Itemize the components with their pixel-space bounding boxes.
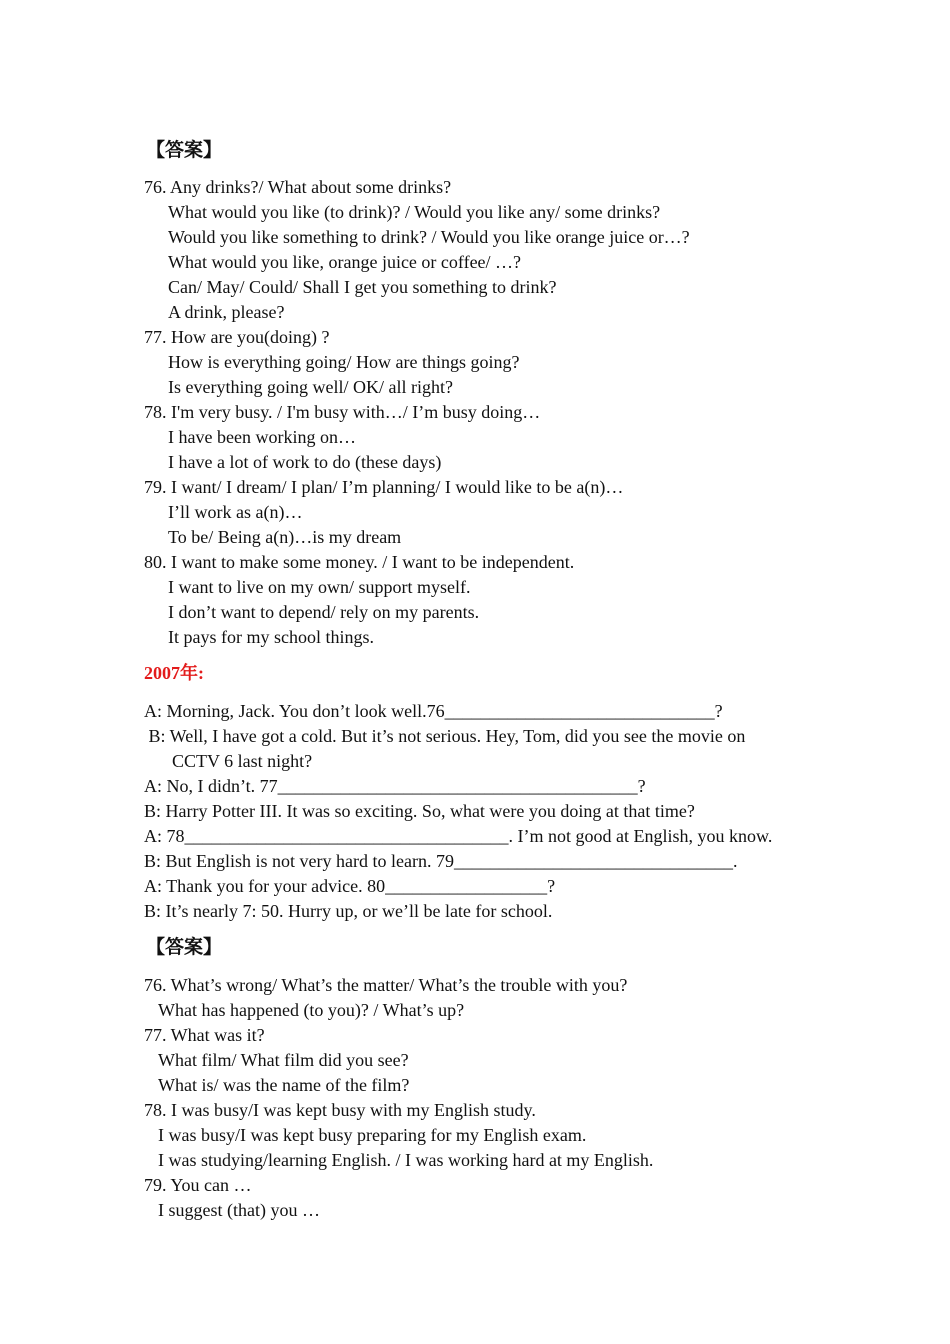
answer-line: What is/ was the name of the film? [158,1075,410,1095]
answer-line: 78. I'm very busy. / I'm busy with…/ I’m busy doing… [144,402,541,422]
answer-line: Would you like something to drink? / Would you like orange juice or…? [168,227,690,247]
answer-line: I have been working on… [168,427,356,447]
answer-line: 76. What’s wrong/ What’s the matter/ What’s the trouble with you? [144,975,628,995]
answer-line: I suggest (that) you … [158,1200,320,1220]
answer-line: How is everything going/ How are things going? [168,352,520,372]
answer-line: 78. I was busy/I was kept busy with my English study. [144,1100,536,1120]
answer-heading: 【答案】 [146,937,223,958]
answer-line: Can/ May/ Could/ Shall I get you something to drink? [168,277,557,297]
answer-line: It pays for my school things. [168,627,374,647]
answer-line: 79. I want/ I dream/ I plan/ I’m planning/ I would like to be a(n)… [144,477,624,497]
answer-line: I was busy/I was kept busy preparing for my English exam. [158,1125,587,1145]
answer-line: I’ll work as a(n)… [168,502,303,522]
dialog-line: A: 78____________________________________. I’m not good at English, you know. [144,826,773,846]
dialog-line: A: Morning, Jack. You don’t look well.76______________________________? [144,701,723,721]
dialog-line: B: It’s nearly 7: 50. Hurry up, or we’ll be late for school. [144,901,553,921]
answer-heading: 【答案】 [146,140,223,161]
answer-line: 80. I want to make some money. / I want to be independent. [144,552,575,572]
dialog-line: CCTV 6 last night? [172,751,313,771]
year-heading: 2007年: [144,663,204,683]
answer-line: To be/ Being a(n)…is my dream [168,527,402,547]
dialog-line: A: Thank you for your advice. 80__________________? [144,876,556,896]
dialog-line: B: Harry Potter III. It was so exciting. So, what were you doing at that time? [144,801,695,821]
answer-line: I was studying/learning English. / I was working hard at my English. [158,1150,654,1170]
answer-line: I have a lot of work to do (these days) [168,452,442,472]
dialog-line: B: But English is not very hard to learn. 79_______________________________. [144,851,738,871]
answer-line: I don’t want to depend/ rely on my parents. [168,602,480,622]
answer-line: 79. You can … [144,1175,252,1195]
answer-line: 76. Any drinks?/ What about some drinks? [144,177,452,197]
answer-line: Is everything going well/ OK/ all right? [168,377,453,397]
dialog-line: B: Well, I have got a cold. But it’s not serious. Hey, Tom, did you see the movie on [144,726,746,746]
answer-line: What would you like (to drink)? / Would you like any/ some drinks? [168,202,661,222]
answer-line: 77. What was it? [144,1025,265,1045]
answer-line: I want to live on my own/ support myself. [168,577,471,597]
dialog-line: A: No, I didn’t. 77________________________________________? [144,776,646,796]
answer-line: 77. How are you(doing) ? [144,327,330,347]
answer-line: What would you like, orange juice or coffee/ …? [168,252,522,272]
answer-line: What film/ What film did you see? [158,1050,409,1070]
answer-line: What has happened (to you)? / What’s up? [158,1000,465,1020]
answer-line: A drink, please? [168,302,285,322]
